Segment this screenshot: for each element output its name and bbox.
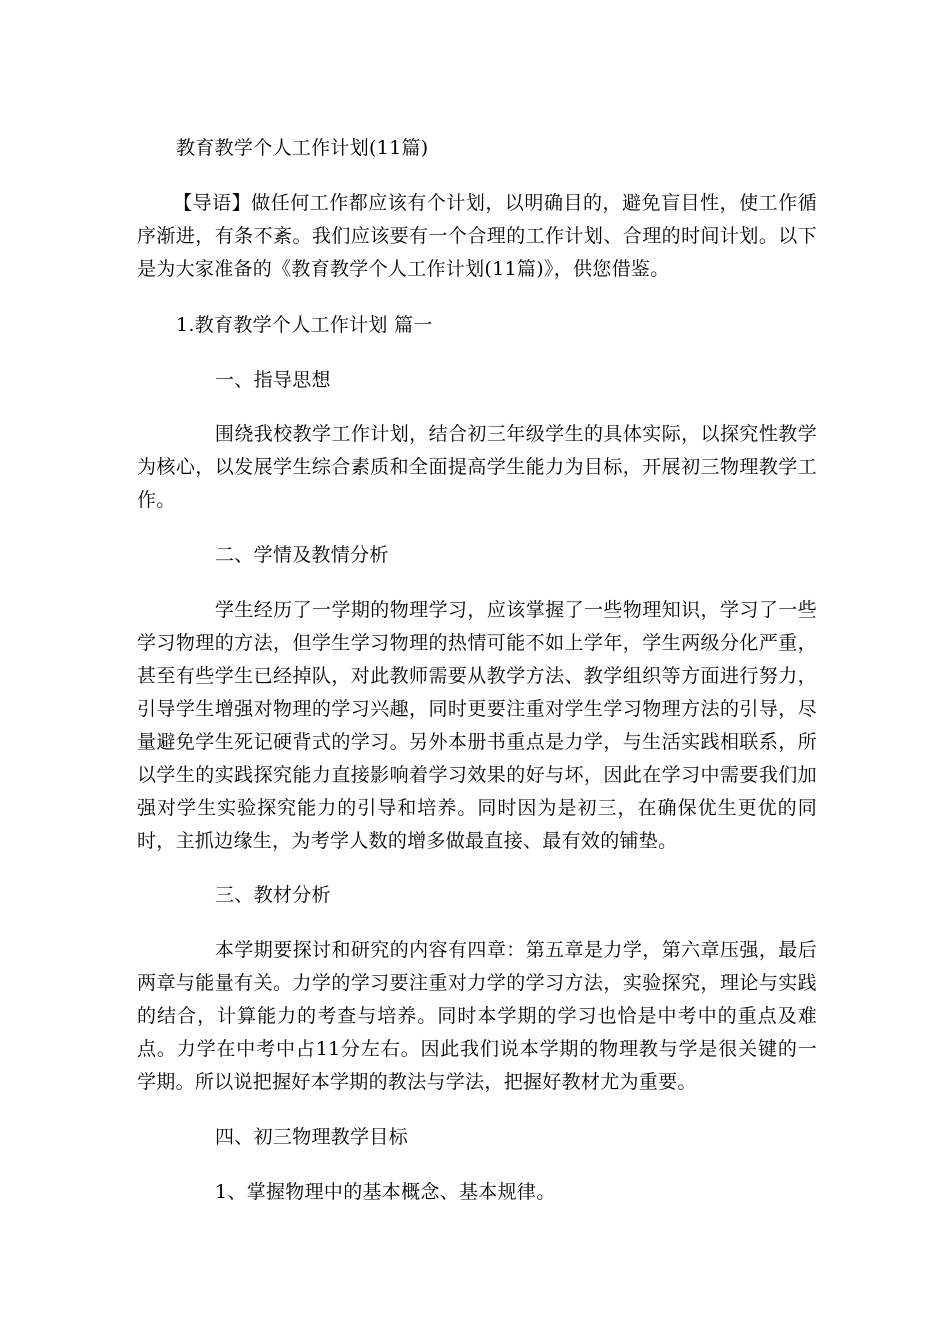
section-title: 1.教育教学个人工作计划 篇一	[176, 314, 433, 336]
paragraph-guiding-thought: 围绕我校教学工作计划，结合初三年级学生的具体实际，以探究性教学为核心，以发展学生综合素质和全面提高学生能力为目标，开展初三物理教学工作。	[137, 423, 817, 511]
document-title: 教育教学个人工作计划(11篇)	[176, 137, 429, 159]
heading-teaching-goals: 四、初三物理教学目标	[215, 1126, 409, 1148]
goal-item: 1、掌握物理中的基本概念、基本规律。	[215, 1181, 556, 1203]
heading-guiding-thought: 一、指导思想	[215, 369, 331, 391]
heading-learning-analysis: 二、学情及教情分析	[215, 544, 389, 566]
paragraph-textbook-analysis: 本学期要探讨和研究的内容有四章：第五章是力学，第六章压强，最后两章与能量有关。力学的学习要注重对力学的学习方法，实验探究，理论与实践的结合，计算能力的考查与培养。同时本学期的学习也恰是中考中的重点及难点。力学在中考中占11分左右。因此我们说本学期的物理教与学是很关键的一学期。所以说把握好本学期的教法与学法，把握好教材尤为重要。	[137, 939, 817, 1093]
intro-paragraph: 【导语】做任何工作都应该有个计划，以明确目的，避免盲目性，使工作循序渐进，有条不紊。我们应该要有一个合理的工作计划、合理的时间计划。以下是为大家准备的《教育教学个人工作计划(11篇)》，供您借鉴。	[137, 192, 817, 280]
heading-textbook-analysis: 三、教材分析	[215, 884, 331, 906]
paragraph-learning-analysis: 学生经历了一学期的物理学习，应该掌握了一些物理知识，学习了一些学习物理的方法，但学生学习物理的热情可能不如上学年，学生两级分化严重，甚至有些学生已经掉队，对此教师需要从教学方法、教学组织等方面进行努力，引导学生增强对物理的学习兴趣，同时更要注重对学生学习物理方法的引导，尽量避免学生死记硬背式的学习。另外本册书重点是力学，与生活实践相联系，所以学生的实践探究能力直接影响着学习效果的好与坏，因此在学习中需要我们加强对学生实验探究能力的引导和培养。同时因为是初三，在确保优生更优的同时，主抓边缘生，为考学人数的增多做最直接、最有效的铺垫。	[137, 599, 817, 852]
